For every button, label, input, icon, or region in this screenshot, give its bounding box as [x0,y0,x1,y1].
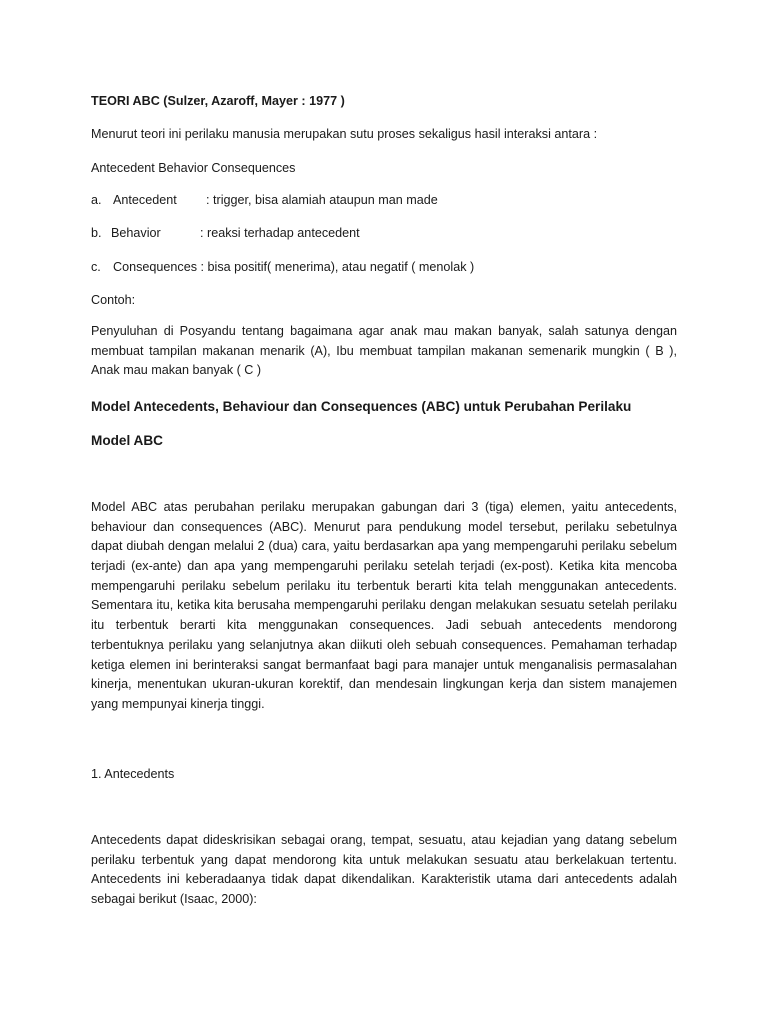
contoh-paragraph [91,322,677,381]
paragraph-line: perilaku terbentuk yang dapat mendorong kita untuk melakukan sesuatu atau berkelakuan tertentu. [91,852,677,867]
paragraph-line: behaviour dan consequences (ABC). Menurut para pendukung model tersebut, perilaku sebetulnya [91,519,677,534]
paragraph-line: terjadi (ex-ante) dan apa yang mempengaruhi perilaku setelah terjadi (ex-post). Ketika kita mencoba [91,559,677,574]
list-term: Antecedent [113,193,177,207]
paragraph-line: Anak mau makan banyak ( C ) [91,363,262,378]
paragraph-line: Model ABC atas perubahan perilaku merupakan gabungan dari 3 (tiga) elemen, yaitu antecedents, [91,500,677,514]
paragraph-line: itu terbentuk berarti kita menggunakan consequences. Jadi sebuah antecedents mendorong [91,618,677,633]
paragraph-line: Sementara itu, ketika kita berusaha mempengaruhi perilaku dengan melakukan sesuatu setelah perilaku [91,598,677,613]
paragraph-line: kinerja, menentukan ukuran-ukuran korektif, dan mendesain lingkungan kerja dan sistem manajemen [91,677,677,692]
paragraph-line: terbentuknya perilaku yang selanjutnya akan diikuti oleh sebuah consequences. Pemahaman terhadap [91,637,677,652]
paragraph-line: dapat diubah dengan melalui 2 (dua) cara, yaitu berdasarkan apa yang mempengaruhi perilaku sebelum [91,539,677,554]
abc-line: Antecedent Behavior Consequences [91,161,296,175]
paragraph-line: ketiga elemen ini berinteraksi sangat bermanfaat bagi para manajer untuk menganalisis permasalahan [91,657,677,672]
list-marker: a. [91,193,102,207]
intro-text: Menurut teori ini perilaku manusia merupakan sutu proses sekaligus hasil interaksi antara : [91,127,598,141]
paragraph-line: Antecedents ini keberadaanya tidak dapat dikendalikan. Karakteristik utama dari antecedents adalah [91,872,677,887]
antecedents-paragraph [91,831,677,910]
paragraph-line: Antecedents dapat dideskrisikan sebagai orang, tempat, sesuatu, atau kejadian yang datang sebelum [91,833,677,847]
paragraph-line: Penyuluhan di Posyandu tentang bagaimana agar anak mau makan banyak, salah satunya dengan [91,324,677,338]
section-heading: Model Antecedents, Behaviour dan Consequences (ABC) untuk Perubahan Perilaku [91,399,632,414]
paragraph-line: membuat tampilan makanan menarik (A), Ibu membuat tampilan makanan semenarik mungkin ( B ), [91,343,677,358]
paragraph-line: mempengaruhi perilaku sebelum perilaku itu terbentuk berarti kita telah menggunakan antecedents. [91,578,677,593]
antecedents-heading: 1. Antecedents [91,767,175,781]
paragraph-line: sebagai berikut (Isaac, 2000): [91,892,257,907]
subsection-heading: Model ABC [91,433,163,448]
contoh-label: Contoh: [91,293,136,307]
document-title: TEORI ABC (Sulzer, Azaroff, Mayer : 1977 ) [91,94,345,108]
list-term: Behavior [111,226,161,240]
list-desc: : trigger, bisa alamiah ataupun man made [206,193,438,207]
list-desc: : reaksi terhadap antecedent [200,226,360,240]
list-marker: c. [91,260,101,274]
model-abc-paragraph [91,498,677,715]
paragraph-line: yang mempunyai kinerja tinggi. [91,696,265,711]
list-term: Consequences : bisa positif( menerima), atau negatif ( menolak ) [113,260,475,274]
list-marker: b. [91,226,102,240]
